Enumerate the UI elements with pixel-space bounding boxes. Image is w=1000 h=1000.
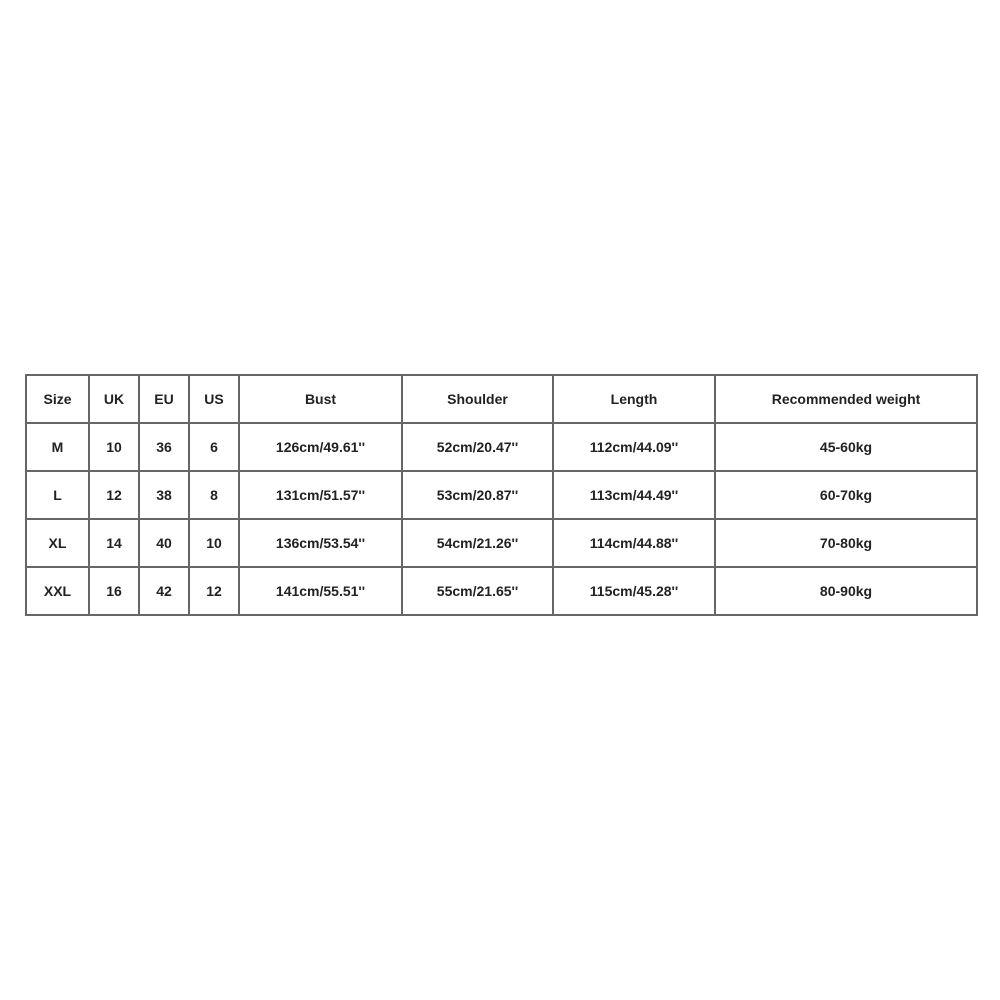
cell-size: XL <box>26 519 89 567</box>
cell-shoulder: 53cm/20.87'' <box>402 471 553 519</box>
cell-us: 10 <box>189 519 239 567</box>
header-length: Length <box>553 375 715 423</box>
cell-size: L <box>26 471 89 519</box>
cell-uk: 12 <box>89 471 139 519</box>
cell-eu: 38 <box>139 471 189 519</box>
cell-bust: 141cm/55.51'' <box>239 567 402 615</box>
cell-us: 12 <box>189 567 239 615</box>
header-recommended-weight: Recommended weight <box>715 375 977 423</box>
cell-length: 115cm/45.28'' <box>553 567 715 615</box>
table-row <box>26 471 977 519</box>
cell-recommended-weight: 45-60kg <box>715 423 977 471</box>
cell-bust: 136cm/53.54'' <box>239 519 402 567</box>
header-uk: UK <box>89 375 139 423</box>
cell-uk: 10 <box>89 423 139 471</box>
table-row <box>26 423 977 471</box>
cell-size: XXL <box>26 567 89 615</box>
header-shoulder: Shoulder <box>402 375 553 423</box>
cell-length: 114cm/44.88'' <box>553 519 715 567</box>
cell-eu: 42 <box>139 567 189 615</box>
header-bust: Bust <box>239 375 402 423</box>
cell-uk: 16 <box>89 567 139 615</box>
cell-shoulder: 54cm/21.26'' <box>402 519 553 567</box>
header-size: Size <box>26 375 89 423</box>
cell-eu: 36 <box>139 423 189 471</box>
size-chart-table <box>25 374 978 616</box>
cell-length: 112cm/44.09'' <box>553 423 715 471</box>
cell-recommended-weight: 70-80kg <box>715 519 977 567</box>
header-eu: EU <box>139 375 189 423</box>
cell-bust: 126cm/49.61'' <box>239 423 402 471</box>
cell-recommended-weight: 80-90kg <box>715 567 977 615</box>
table-row <box>26 567 977 615</box>
table-row <box>26 519 977 567</box>
cell-us: 6 <box>189 423 239 471</box>
cell-uk: 14 <box>89 519 139 567</box>
header-row <box>26 375 977 423</box>
cell-bust: 131cm/51.57'' <box>239 471 402 519</box>
cell-recommended-weight: 60-70kg <box>715 471 977 519</box>
cell-us: 8 <box>189 471 239 519</box>
cell-shoulder: 52cm/20.47'' <box>402 423 553 471</box>
cell-size: M <box>26 423 89 471</box>
cell-shoulder: 55cm/21.65'' <box>402 567 553 615</box>
header-us: US <box>189 375 239 423</box>
cell-length: 113cm/44.49'' <box>553 471 715 519</box>
cell-eu: 40 <box>139 519 189 567</box>
